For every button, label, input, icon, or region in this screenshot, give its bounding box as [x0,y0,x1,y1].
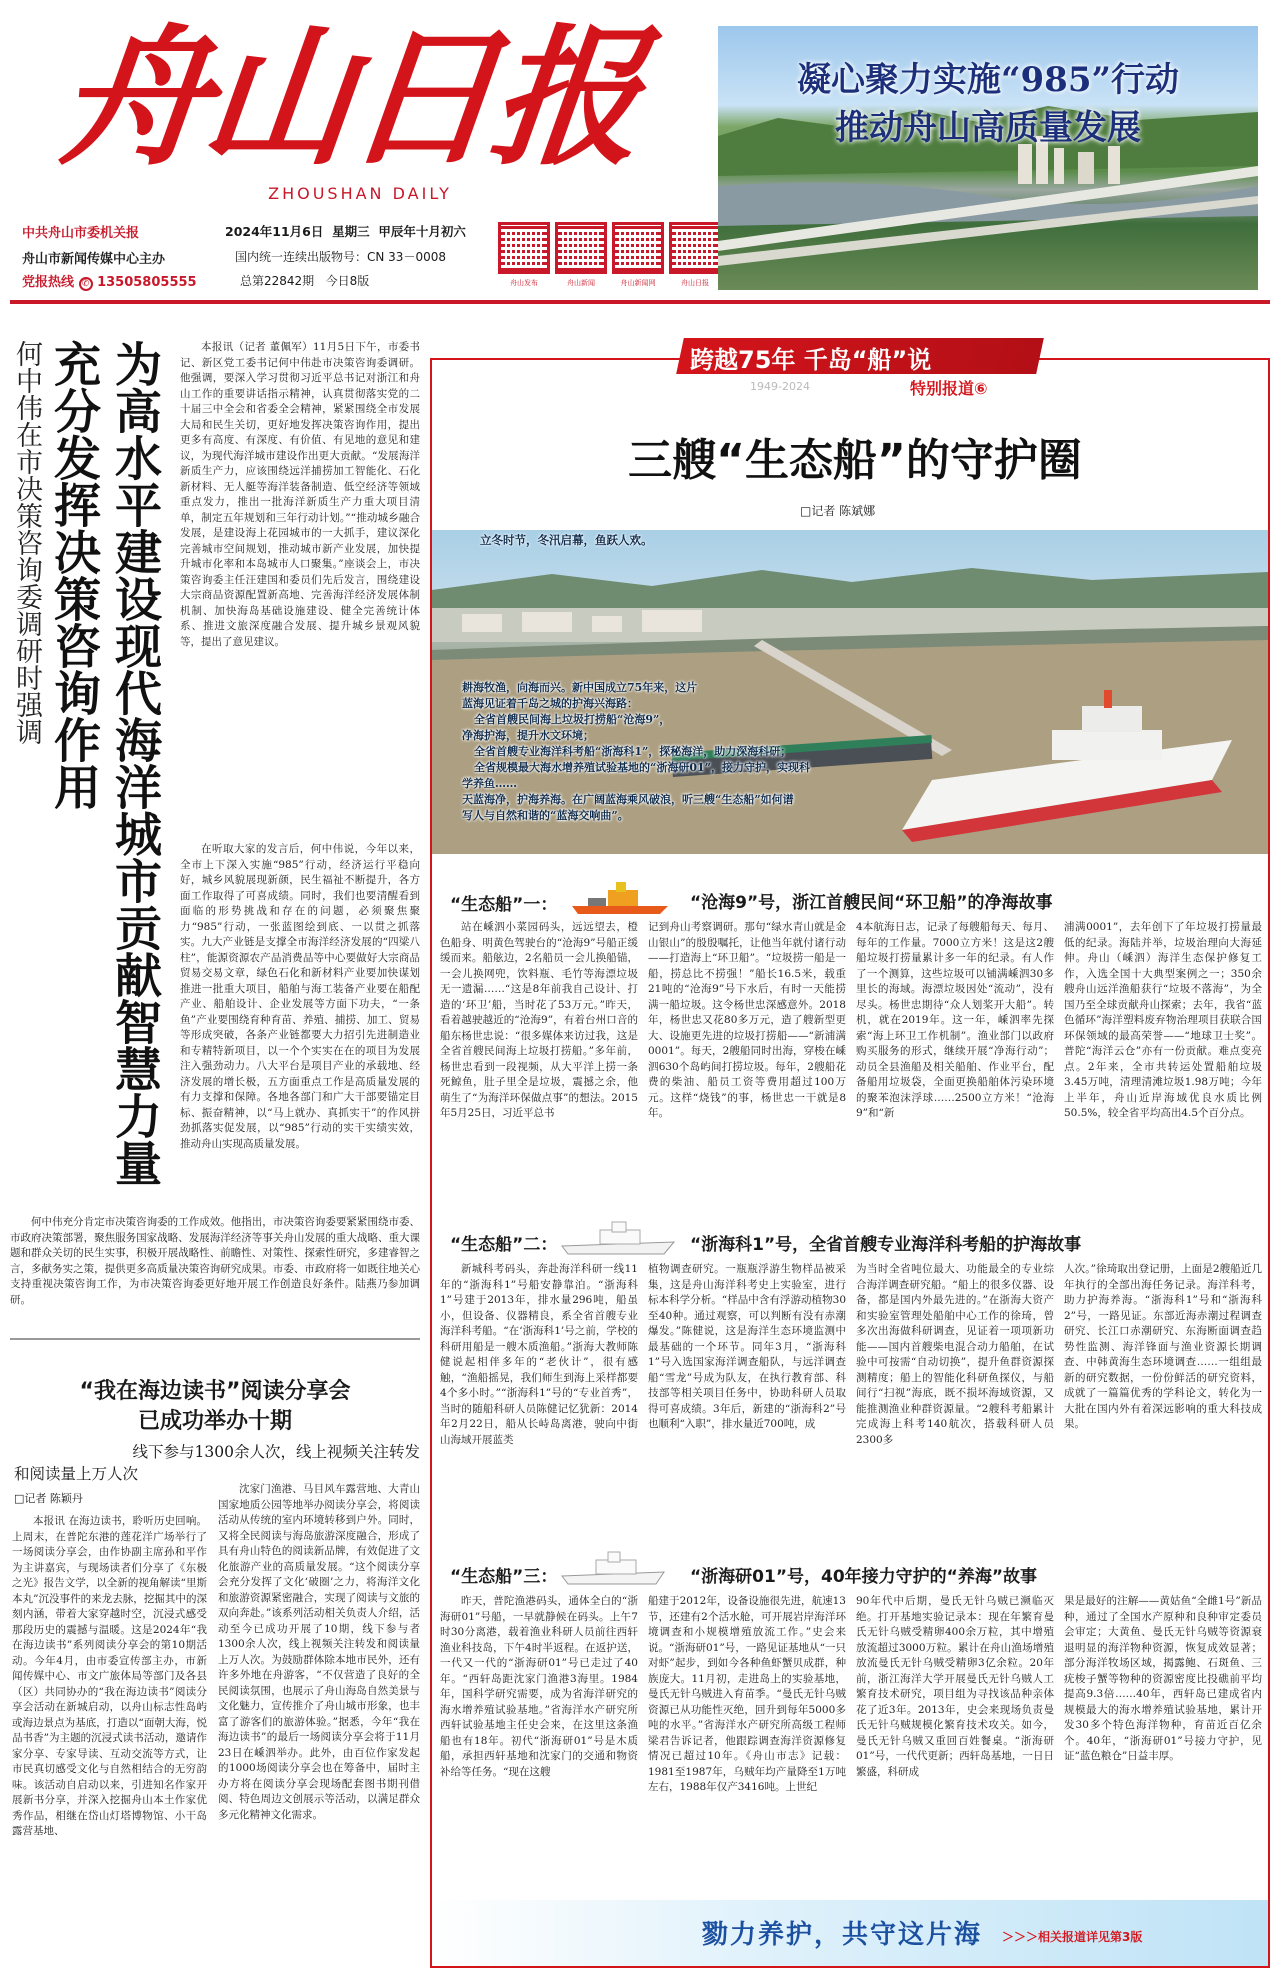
article-paragraph: 为当时全省吨位最大、功能最全的专业综合海洋调查研究船。“船上的很多仪器、设备，都是国内外最先进的。”在浙海大资产和实验室管理处船舶中心工作的徐琦，曾多次出海做科研调查，见证着一项项新功能——国内首艘柴电混合动力船舶，在试验中可按需“自动切换”，提升鱼群资源探测精度；船上的智能化科研鱼探仪，与船间行“扫视”海底，既不损坏海域资源，又能推测渔业种群资源量。“2艘科考船累计完成海上科考140航次，搭载科研人员2300多 [856,1263,1054,1446]
article-paragraph: 植物调查研究。一瓶瓶浮游生物样品被采集，这是舟山海洋科考史上实验室，进行标本科学分析。“样品中含有浮游动植物30至40种。通过观察，可以判断有没有赤潮爆发。”陈健说，这是海洋生态环境监测中最基础的一个环节。同年3月，“浙海科1”号入选国家海洋调查船队，与远洋调查船“雪龙”号成为队友，在执行教育部、科技部等相关项目任务中，协助科研人员取得可喜成绩。3年后，新建的“浙海科2”号也顺利“入职”，排水量近700吨，成 [648,1263,846,1430]
ship3-column-3 [856,1594,1054,1896]
qr-code-icon[interactable] [555,222,607,274]
article-paragraph: 新城科考码头，奔赴海洋科研一线11年的“浙海科1”号船安静靠泊。“浙海科1”号建于2013年，排水量296吨，船虽小，但设备、仪器精良，系全省首艘专业海洋科考船。“在‘浙海科1’号之前，学校的科研用船是一艘木质渔船。”浙海大教师陈健说起相伴多年的“老伙计”，很有感触，“渔船摇晃，我们师生到海上采样都要4个多小时。”“浙海科1”号的“专业首秀”，当时的随船科研人员陈健记忆犹新：2014年2月22日，船从长峙岛离港，驶向中街山海域开展蓝类 [440,1263,638,1446]
issue-weekday: 星期三 [332,224,370,239]
banner[interactable] [718,26,1258,290]
reading-column-2 [218,1482,420,1972]
phone-icon: ✆ [79,277,93,291]
article-paragraph: 记到舟山考察调研。那句“绿水青山就是金山银山”的殷殷嘱托，让他当年就付诸行动——打造海上“环卫船”。“垃圾捞一船是一船，捞总比不捞强！”船长16.5米，载重21吨的“沧海9”号下水后，有时一天能捞满一船垃圾。这令杨世忠深感意外。2018年，杨世忠又花80多万元，造了艘新型更大、设施更先进的垃圾打捞船——“新浦满0001”。每天，2艘船同时出海，穿梭在嵊泗630个岛屿间打捞垃圾。每年，2艘船花费的柴油、船员工资等费用超过100万元。这样“烧钱”的事，杨世忠一干就是8年。 [648,921,846,1119]
lead-column-2 [180,842,420,1212]
caption-line: 立冬时节，冬汛启幕，鱼跃人欢。 [480,533,653,547]
qr-code-icon[interactable] [612,222,664,274]
ship2-column-3 [856,1262,1054,1542]
ship1-section [440,876,1262,1206]
article-paragraph: 人次。”徐琦取出登记册，上面是2艘船近几年执行的全部出海任务记录。海洋科考，助力护海养海。“浙海科1”号和“浙海科2”号，一路见证。东部近海赤潮过程调查研究、长江口赤潮研究、东海断面调查趋势性监测、海洋锋面与渔业资源长期调查、中韩黄海生态环境调查……一组组最新的研究数据，一份份鲜活的研究资料，成就了一篇篇优秀的学科论文，转化为一大批在国内外有着深远影响的重大科技成果。 [1064,1263,1262,1430]
divider [10,1338,420,1340]
ship3-column-2 [648,1594,846,1896]
ship1-column-4 [1064,920,1262,1204]
caption-line: 全省首艘民间海上垃圾打捞船“沧海9”， [474,713,671,726]
caption-line: 天蓝海净，护海养海。在广阔蓝海乘风破浪，听三艘“生态船”如何谱 [462,793,794,806]
ship1-column-1 [440,920,638,1204]
ship2-title: “浙海科1”号，全省首艘专业海洋科考船的护海故事 [690,1235,1082,1255]
reading-title-2: 已成功举办十期 [137,1409,292,1434]
caption-line: 全省规模最大海水增养殖试验基地的“浙海研01”，接力守护，实现科 [474,761,810,774]
qr-label: 舟山日报 [681,279,709,287]
issue-info [240,272,369,289]
photo-caption-block [462,680,942,824]
caption-line: 净海护海，提升水文环境； [462,729,594,742]
article-paragraph: 昨天，普陀渔港码头，通体全白的“浙海研01”号船，一早就静候在码头。上午7时30分离港，载着渔业科研人员前往西轩渔业科技岛，下午4时半返程。在返护送，一代又一代的“浙海研01”号已走过了40年。“西轩岛距沈家门渔港3海里。1984年，国科学研究需要，成为省海洋研究的海水增养殖试验基地。”省海洋水产研究所西轩试验基地主任史会来，在这里这条渔船也有18年。初代“浙海研01”号是木质船，承担西轩基地和沈家门的交通和物资补给等任务。“现在这艘 [440,1595,638,1778]
ship3-section [440,1548,1262,1898]
article-paragraph: 90年代中后期，曼氏无针乌贼已濒临灭绝。打开基地实验记录本：现在年繁育曼氏无针乌贼受精卵400余万粒，其中增殖放流超过3000万粒。累计在舟山渔场增殖放流曼氏无针乌贼受精卵3亿余粒。20年前，浙江海洋大学开展曼氏无针乌贼人工繁育技术研究，项目组为寻找该品种亲体花了近3年。2013年，史会来现场负责曼氏无针乌贼规模化繁育技术攻关。如今，曼氏无针乌贼又重回百姓餐桌。“浙海研01”号，一代代更新；西轩岛基地，一日日繁盛，科研成 [856,1595,1054,1778]
qr-label: 舟山新闻 [567,279,595,287]
caption-line: 蓝海见证着千岛之城的护海兴海路： [462,697,638,710]
ship2-column-1 [440,1262,638,1542]
footer-slogan: 勠力养护，共守这片海 [702,1920,983,1950]
hotline-number[interactable]: 13505805555 [97,275,197,290]
caption-line: 耕海牧渔，向海而兴。新中国成立75年来，这片 [462,681,698,694]
ship1-column-2 [648,920,846,1204]
newspaper-name-en: ZHOUSHAN DAILY [268,184,452,203]
lead-subhead: 何中伟在市决策咨询委调研时强调 [11,340,42,745]
qr-code-icon[interactable] [669,222,721,274]
feature-reporter: □记者 陈斌娜 [800,504,876,518]
article-paragraph: 果是最好的注解——黄姑鱼“全雌1号”新品种，通过了全国水产原种和良种审定委员会审定；大黄鱼、曼氏无针乌贼等资源衰退明显的海洋物种资源，恢复成效显著；部分海洋牧场区域，揭露鲍、石斑鱼、三疣梭子蟹等物种的资源密度比投礁前平均提高9.3倍……40年，西轩岛已建成省内规模最大的海水增养殖试验基地，累计开发30多个特色海洋物种，育苗近百亿余个。40年，“浙海研01”号接力守护，见证“蓝色粮仓”日益丰厚。 [1064,1595,1262,1762]
footer-related-link[interactable]: ＞＞＞相关报道详见第3版 [1002,1930,1143,1944]
ship2-column-2 [648,1262,846,1542]
lead-paragraph: 在听取大家的发言后，何中伟说，今年以来，全市上下深入实施“985”行动，经济运行平稳向好，城乡风貌展现新颜，民生福祉不断提升，各方面工作取得了可喜成绩。同时，我们也要清醒看到面临的形势挑战和存在的问题，必须聚焦聚力“985”行动，一张蓝图绘到底、一以贯之抓落实。九大产业链是支撑全市海洋经济发展的“四梁八柱”，能源资源农产品消费品等中心要做好大宗商品贸易交易文章，绿色石化和新材料产业要加快谋划推进一批重大项目，船舶与海工装备产业要在船配产业、船舶设计、企业发展等方面下功夫，“一条鱼”产业要围绕育种育苗、养殖、捕捞、加工、贸易等形成突破，各条产业链都要大力招引先进制造业和专精特新项目，以一个个实实在在的项目为发展注入强劲动力。八大平台是项目产业的承载地、经济发展的增长极，五方面重点工作是高质量发展的有力支撑和保障。各地各部门和广大干部要锚定目标、振奋精神，以“马上就办、真抓实干”的作风拼劲抓落实促发展，以“985”行动的实干实绩实效，推动舟山实现高质量发展。 [180,843,420,1150]
date-line [225,222,466,240]
ship2-label: “生态船”二： [450,1235,558,1255]
issue-date: 2024年11月6日 [225,224,324,239]
ship1-label: “生态船”一： [450,895,558,915]
caption-line: 全省首艘专业海洋科考船“浙海科1”，探秘海洋，助力深海科研； [474,745,792,758]
banner-line-1: 凝心聚力实施“985”行动 [796,60,1180,100]
reading-article [0,1346,420,1974]
series-tag[interactable] [680,332,1040,406]
lead-paragraph: 本报讯（记者 董佩军）11月5日下午，市委书记、新区党工委书记何中伟赴市决策咨询委调研。他强调，要深入学习贯彻习近平总书记对浙江和舟山工作的重要讲话指示精神，认真贯彻落实党的二十届三中全会和省委全会精神，紧紧围绕全市发展大局和民生关切，更好地发挥决策咨询作用，提出更多有高度、有深度、有价值、有见地的意见和建议，为现代海洋城市建设作出更大贡献。“发展海洋新质生产力，应该围绕远洋捕捞加工智能化、石化新材料、无人艇等海洋装备制造、低空经济等领域重点发力，推出一批海洋新质生产力重大项目清单，制定五年规划和三年行动计划。”“推动城乡融合发展，是建设海上花园城市的一大抓手，建议深化完善城市空间规划，推动城市新产业发展，加快提升城市化率和本岛城市人口聚集。”座谈会上，市决策咨询委主任汪建国和委员们先后发言，围绕建设大宗商品资源配置新高地、完善海洋经济发展体制机制、加快海岛基础设施建设、健全完善统计体系、推进文旅深度融合发展、提升城乡景观风貌等，提出了意见建议。 [180,341,420,648]
lead-article [0,310,420,1310]
lunar-date: 甲辰年十月初六 [378,224,466,239]
series-title: 跨越75年 千岛“船”说 [690,346,932,374]
cn-number: 国内统一连续出版物号：CN 33－0008 [235,250,446,264]
ship3-column-1 [440,1594,638,1896]
ship3-column-4 [1064,1594,1262,1896]
newspaper-logo[interactable]: 舟山日报 [50,10,646,186]
series-label: 特别报道⑥ [910,379,988,398]
article-paragraph: 浦满0001”，去年创下了年垃圾打捞量最低的纪录。海陆并举，垃圾治理向大海延伸。舟山（嵊泗）海洋生态保护修复工作，入选全国十大典型案例之一；350余艘舟山远洋渔船获行“垃圾不落海”，为全国乃至全球贡献舟山探索；去年，我省“蓝色循环”海洋塑料废弃物治理项目获联合国环保领域的最高荣誉——“地球卫士奖”。普陀“海洋云仓”亦有一份贡献。难点变亮点。2年来，全市共转运处置船舶垃圾3.45万吨，清理清滩垃圾1.98万吨；今年上半年，舟山近岸海域优良水质比例50.5%，较全省平均高出4.5个百分点。 [1064,921,1262,1119]
page-count: 今日8版 [325,274,370,288]
feature-footer [432,1900,1268,1966]
article-paragraph: 4本航海日志，记录了每艘船每天、每月、每年的工作量。7000立方米！这是这2艘船垃圾打捞量累计多一年的纪录。有人作了一个测算，这些垃圾可以铺满嵊泗30多里长的海域。海漂垃圾因处“流动”，没有尽头。杨世忠期待“众人划桨开大船”。转机，就在2019年。这一年，嵊泗率先探索“海上环卫工作机制”。渔业部门以政府购买服务的形式，继续开展“净海行动”；动员全县渔船及相关船舶、作业平台，配备船用垃圾袋，全面更换船舶体污染环境的聚苯泡沫浮球……2500立方米！“沧海9”和“新 [856,921,1054,1119]
series-years: 1949-2024 [750,380,810,393]
reading-paragraph: 沈家门渔港、马目风车露营地、大青山国家地质公园等地举办阅读分享会，将阅读活动从传统的室内环境转移到户外。同时，又将全民阅读与海岛旅游深度融合，形成了具有舟山特色的阅读新品牌，有效促进了文化旅游产业的高质量发展。“这个阅读分享会充分发挥了文化‘破圈’之力，将海洋文化和旅游资源紧密融合，实现了阅读与文旅的双向奔赴。”该系列活动相关负责人介绍，活动至今已成功开展了10期，线下参与者1300余人次，线上视频关注转发和阅读量上万人次。为鼓励群体除本地市民外，还有许多外地在舟游客，“不仅营造了良好的全民阅读氛围，也展示了舟山海岛自然美景与文化魅力，宣传推介了舟山城市形象，也丰富了游客们的旅游体验。”据悉，今年“我在海边读书”的最后一场阅读分享会将于11月23日在嵊泗举办。此外，由百位作家发起的1000场阅读分享会也在筹备中，届时主办方将在阅读分享会现场配套图书期刊借阅、特色周边文创展示等活动，以满足群众多元化精神文化需求。 [218,1483,420,1821]
hotline-label: 党报热线 [22,275,75,290]
article-paragraph: 船建于2012年，设备设施很先进，航速13节，还建有2个活水舱，可开展岩岸海洋环境调查和小规模增殖放流工作。”史会来说。“浙海研01”号，一路见证基地从“一只对虾”起步，到如今各种鱼虾蟹贝成群，种族庞大。11月初，走进岛上的实验基地，曼氏无针乌贼进入育苗季。“曼氏无针乌贼资源已从功能性灭绝，回升到每年5000多吨的水平。”省海洋水产研究所高级工程师梁君告诉记者，他跟踪调查海洋资源修复情况已超过10年。《舟山市志》记载：1981至1987年，乌贼年均产量降至1万吨左右，1988年仅产3416吨。上世纪 [648,1595,846,1793]
sponsor-line-1: 中共舟山市委机关报 [22,226,140,241]
masthead-rule [10,300,1270,304]
ship-icon [560,1218,680,1258]
masthead [0,0,1280,290]
ship2-column-4 [1064,1262,1262,1542]
ship-icon [560,1548,670,1588]
sponsor-line-2: 舟山市新闻传媒中心主办 [22,252,166,267]
reading-subtitle-2: 和阅读量上万人次 [14,1465,139,1483]
reading-reporter: □记者 陈颖丹 [14,1492,83,1505]
qr-label: 舟山发布 [510,279,538,287]
caption-line: 学养鱼…… [462,777,517,790]
qr-code-icon[interactable] [498,222,550,274]
hotline [22,271,197,291]
lead-column-bottom [10,1215,420,1310]
feature-headline: 三艘“生态船”的守护圈 [628,435,1082,486]
reading-paragraph: 本报讯 在海边读书，聆听历史回响。上周末，在普陀东港的莲花洋广场举行了一场阅读分享会，由作协副主席孙和平作为主讲嘉宾，与现场读者们分享了《东极之光》报告文学，以全新的视角解读“里斯本丸”沉没事件的来龙去脉，挖掘其中的深刻内涵，带着大家穿越时空，沉浸式感受那段历史的震撼与温暖。这是2024年“我在海边读书”系列阅读分享会的第10期活动。今年4月，由市委宣传部主办，市新闻传媒中心、市文广旅体局等部门及各县（区）共同协办的“我在海边读书”阅读分享会活动在新城启动，以舟山标志性岛屿或海边景点为基底，打造以“面朝大海，悦品书香”为主题的沉浸式读书活动，邀请作家分享、专家导读、互动交流等方式，让市民真切感受文化与自然相结合的无穷韵味。该活动自启动以来，引进知名作家开展新书分享，并深入挖掘舟山本土作家优秀作品，相继在岱山灯塔博物馆、小干岛露营基地、 [12,1515,207,1837]
caption-line: 写人与自然和谐的“蓝海交响曲”。 [462,809,629,822]
lead-headline-secondary: 充分发挥决策咨询作用 [46,340,101,810]
ship3-label: “生态船”三： [450,1567,558,1587]
photo-caption [480,532,1000,549]
banner-line-2: 推动舟山高质量发展 [835,108,1141,148]
reading-title-1: “我在海边读书”阅读分享会 [79,1379,351,1404]
qr-codes [498,222,720,292]
lead-paragraph: 何中伟充分肯定市决策咨询委的工作成效。他指出，市决策咨询委要紧紧围绕市委、市政府决策部署，聚焦服务国家战略、发展海洋经济等事关舟山发展的重大战略、重大课题和群众关切的民生实事，积极开展战略性、前瞻性、对策性、探索性研究，多建睿智之言，多献务实之策，提供更多高质量决策咨询研究成果。市委、市政府将一如既往地关心支持重视决策咨询工作，为市决策咨询委更好地开展工作创造良好条件。陆燕乃参加调研。 [10,1216,420,1306]
ship-icon [568,876,678,916]
lead-column-1 [180,340,420,840]
article-paragraph: 站在嵊泗小菜园码头，远远望去，橙色船身、明黄色驾驶台的“沧海9”号船正缓缓而来。船舷边，2名船员一会儿换船锚，一会儿换网兜，饮料瓶、毛竹等海漂垃圾无一遗漏……“这是8年前我自己设计、打造的‘环卫’船，当时花了53万元。”昨天，看着越驶越近的“沧海9”，有着台州口音的船东杨世忠说：“很多媒体来访过我，这是全省首艘民间海上垃圾打捞船。”多年前，杨世忠看到一段视频，从大平洋上捞一条死鲸鱼，肚子里全是垃圾，震撼之余，他萌生了“为海洋环保做点事”的想法。2015年5月25日，习近平总书 [440,921,638,1119]
issue-number: 总第22842期 [240,274,315,288]
ship3-title: “浙海研01”号，40年接力守护的“养海”故事 [690,1567,1038,1587]
ship2-section [440,1218,1262,1548]
reading-subtitle-1: 线下参与1300余人次，线上视频关注转发 [132,1443,420,1461]
ship1-title: “沧海9”号，浙江首艘民间“环卫船”的净海故事 [690,893,1053,913]
reading-column-1 [12,1514,207,1972]
lead-headline: 为高水平建设现代海洋城市贡献智慧力量 [107,340,162,1186]
ship1-column-3 [856,920,1054,1204]
qr-label: 舟山新闻网 [620,279,656,287]
